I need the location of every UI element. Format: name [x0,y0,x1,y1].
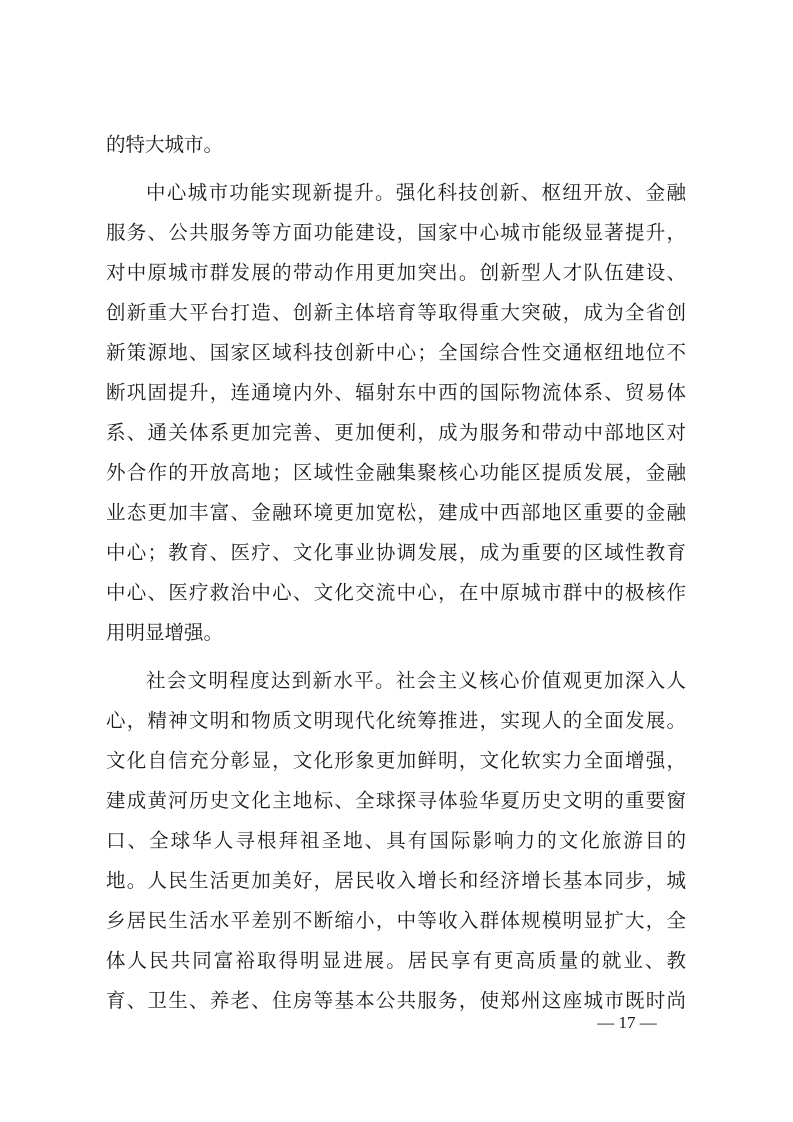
text-line: 中心；教育、医疗、文化事业协调发展，成为重要的区域性教育 [106,541,686,564]
paragraph-gap [106,165,686,173]
text-line: 乡居民生活水平差别不断缩小，中等收入群体规模明显扩大，全 [106,909,686,932]
text-line: 文化自信充分彰显，文化形象更加鲜明，文化软实力全面增强， [106,749,686,772]
paragraph [106,661,686,1021]
text-line: 心，精神文明和物质文明现代化统筹推进，实现人的全面发展。 [106,709,686,732]
text-line: 创新重大平台打造、创新主体培育等取得重大突破，成为全省创 [106,301,686,324]
text-line: 口、全球华人寻根拜祖圣地、具有国际影响力的文化旅游目的 [106,829,686,852]
text-line: 服务、公共服务等方面功能建设，国家中心城市能级显著提升， [106,221,686,244]
text-line: 体人民共同富裕取得明显进展。居民享有更高质量的就业、教 [106,949,686,972]
text-line: 的特大城市。 [106,133,224,156]
paragraph-gap [106,653,686,661]
text-line: 地。人民生活更加美好，居民收入增长和经济增长基本同步，城 [106,869,686,892]
page-number: — 17 — [597,1013,657,1032]
text-line: 新策源地、国家区域科技创新中心；全国综合性交通枢纽地位不 [106,341,686,364]
text-line: 中心、医疗救治中心、文化交流中心，在中原城市群中的极核作 [106,581,686,604]
paragraph [106,125,686,165]
body-text [106,125,686,1021]
text-line: 系、通关体系更加完善、更加便利，成为服务和带动中部地区对 [106,421,686,444]
text-line: 用明显增强。 [106,621,224,644]
text-line: 中心城市功能实现新提升。强化科技创新、枢纽开放、金融 [146,181,686,204]
text-line: 育、卫生、养老、住房等基本公共服务，使郑州这座城市既时尚 [106,989,686,1012]
text-line: 社会文明程度达到新水平。社会主义核心价值观更加深入人 [146,669,686,692]
text-line: 断巩固提升，连通境内外、辐射东中西的国际物流体系、贸易体 [106,381,686,404]
text-line: 外合作的开放高地；区域性金融集聚核心功能区提质发展，金融 [106,461,686,484]
paragraph [106,173,686,653]
text-line: 对中原城市群发展的带动作用更加突出。创新型人才队伍建设、 [106,261,686,284]
text-line: 业态更加丰富、金融环境更加宽松，建成中西部地区重要的金融 [106,501,686,524]
text-line: 建成黄河历史文化主地标、全球探寻体验华夏历史文明的重要窗 [106,789,686,812]
